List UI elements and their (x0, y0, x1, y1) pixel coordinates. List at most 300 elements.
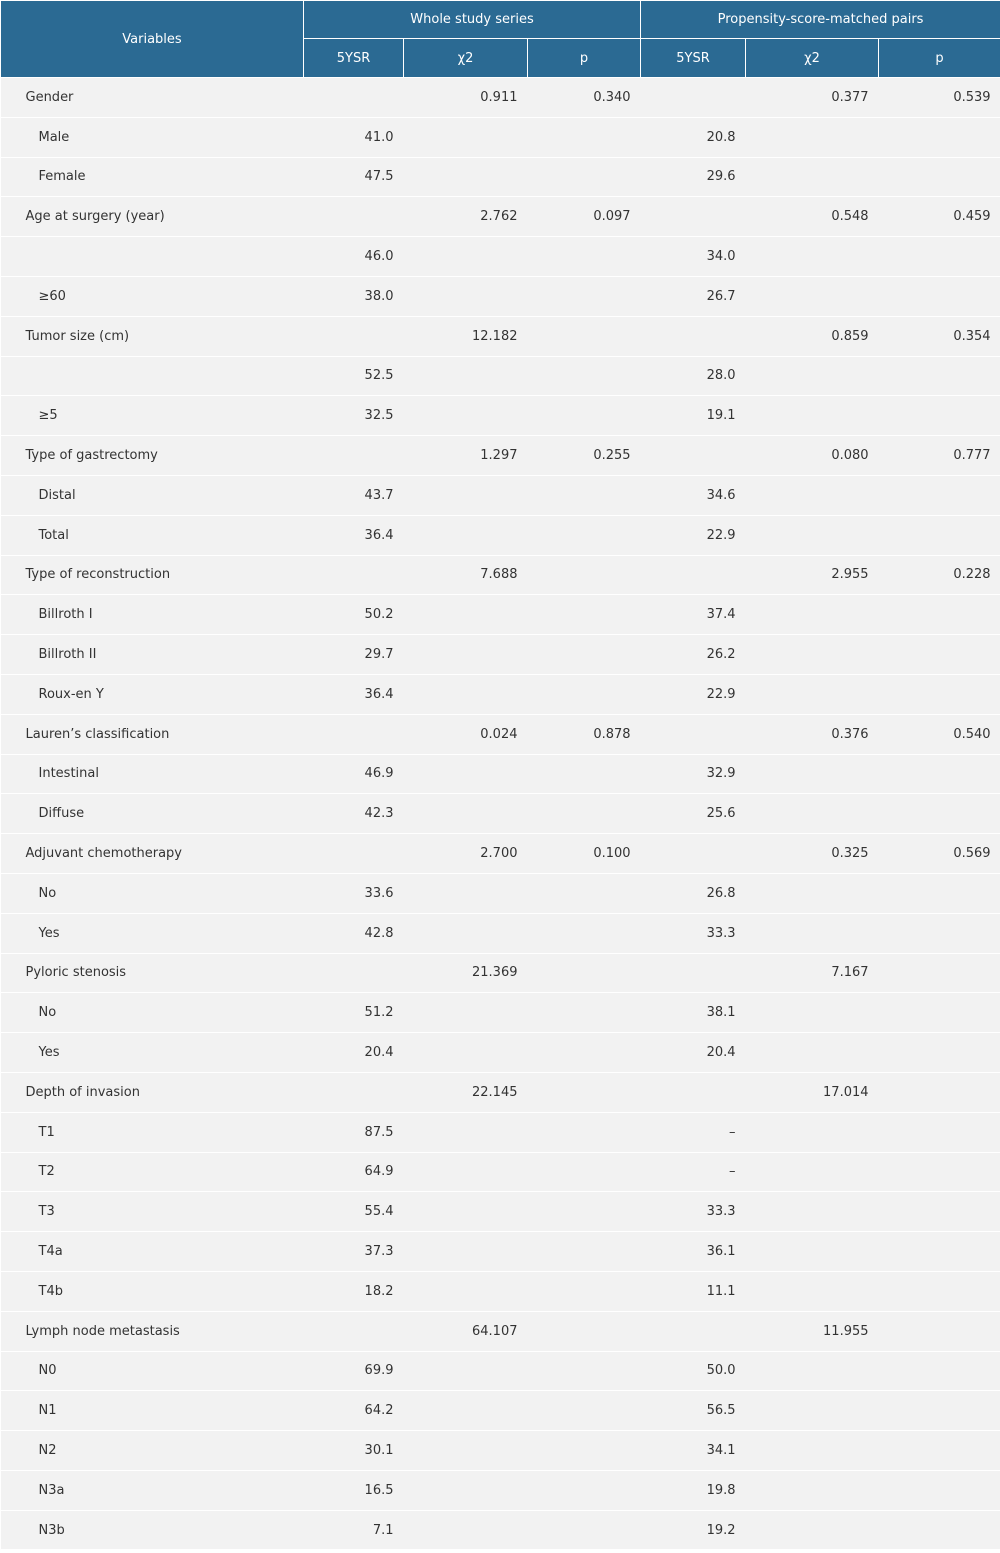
matched-5ysr-cell: 36.1 (641, 1232, 746, 1272)
whole-p-cell (528, 237, 641, 277)
table-row (1, 873, 1000, 913)
whole-chi2-cell (404, 1152, 528, 1192)
matched-p-cell: 0.539 (879, 78, 1000, 118)
whole-chi2-cell (404, 635, 528, 675)
matched-chi2-cell (746, 1112, 879, 1152)
matched-p-cell (879, 396, 1000, 436)
whole-chi2-cell (404, 873, 528, 913)
matched-5ysr-cell (641, 953, 746, 993)
matched-chi2-cell (746, 396, 879, 436)
whole-5ysr-cell: 30.1 (304, 1431, 404, 1471)
whole-p-cell (528, 1311, 641, 1351)
whole-chi2-cell (404, 1391, 528, 1431)
matched-chi2-cell: 0.376 (746, 714, 879, 754)
matched-p-cell (879, 873, 1000, 913)
matched-5ysr-cell: 34.6 (641, 475, 746, 515)
variable-cell: Billroth II (1, 635, 304, 675)
table-row (1, 276, 1000, 316)
matched-chi2-cell (746, 674, 879, 714)
whole-chi2-cell (404, 794, 528, 834)
matched-5ysr-cell (641, 78, 746, 118)
whole-5ysr-cell (304, 555, 404, 595)
whole-chi2-cell: 0.024 (404, 714, 528, 754)
variable-cell: N3b (1, 1510, 304, 1550)
whole-5ysr-cell: 29.7 (304, 635, 404, 675)
matched-p-cell (879, 1192, 1000, 1232)
whole-chi2-cell: 21.369 (404, 953, 528, 993)
matched-p-cell (879, 754, 1000, 794)
whole-5ysr-cell: 33.6 (304, 873, 404, 913)
variable-cell: Diffuse (1, 794, 304, 834)
matched-5ysr-cell: 34.0 (641, 237, 746, 277)
header-whole-5ysr: 5YSR (304, 39, 404, 78)
matched-chi2-cell (746, 794, 879, 834)
matched-p-cell: 0.777 (879, 436, 1000, 476)
whole-5ysr-cell: 36.4 (304, 674, 404, 714)
whole-5ysr-cell (304, 953, 404, 993)
matched-5ysr-cell: 20.8 (641, 117, 746, 157)
whole-chi2-cell (404, 276, 528, 316)
variable-cell: Yes (1, 1033, 304, 1073)
whole-chi2-cell (404, 1232, 528, 1272)
whole-chi2-cell (404, 1510, 528, 1550)
matched-chi2-cell (746, 276, 879, 316)
whole-5ysr-cell: 51.2 (304, 993, 404, 1033)
whole-5ysr-cell: 43.7 (304, 475, 404, 515)
variable-cell: Type of gastrectomy (1, 436, 304, 476)
matched-5ysr-cell: 29.6 (641, 157, 746, 197)
matched-chi2-cell: 7.167 (746, 953, 879, 993)
whole-p-cell (528, 1351, 641, 1391)
whole-5ysr-cell: 38.0 (304, 276, 404, 316)
whole-p-cell: 0.878 (528, 714, 641, 754)
whole-5ysr-cell: 36.4 (304, 515, 404, 555)
table-group-row (1, 714, 1000, 754)
whole-p-cell: 0.255 (528, 436, 641, 476)
whole-chi2-cell: 2.700 (404, 834, 528, 874)
whole-5ysr-cell (304, 316, 404, 356)
table-row (1, 1470, 1000, 1510)
whole-p-cell (528, 515, 641, 555)
matched-chi2-cell (746, 1510, 879, 1550)
matched-5ysr-cell: 25.6 (641, 794, 746, 834)
whole-5ysr-cell (304, 714, 404, 754)
table-row (1, 1391, 1000, 1431)
matched-chi2-cell (746, 356, 879, 396)
whole-chi2-cell (404, 356, 528, 396)
table-row (1, 754, 1000, 794)
matched-5ysr-cell: – (641, 1152, 746, 1192)
whole-chi2-cell (404, 157, 528, 197)
matched-5ysr-cell: 19.8 (641, 1470, 746, 1510)
whole-5ysr-cell: 32.5 (304, 396, 404, 436)
whole-5ysr-cell (304, 1072, 404, 1112)
table-row (1, 396, 1000, 436)
variable-cell: Gender (1, 78, 304, 118)
matched-p-cell (879, 1112, 1000, 1152)
variable-cell: N3a (1, 1470, 304, 1510)
matched-5ysr-cell (641, 316, 746, 356)
whole-5ysr-cell: 7.1 (304, 1510, 404, 1550)
table-row (1, 117, 1000, 157)
matched-5ysr-cell (641, 197, 746, 237)
variable-cell: Female (1, 157, 304, 197)
matched-p-cell (879, 475, 1000, 515)
whole-5ysr-cell (304, 834, 404, 874)
table-row (1, 475, 1000, 515)
matched-p-cell (879, 595, 1000, 635)
table-row (1, 1351, 1000, 1391)
whole-chi2-cell (404, 117, 528, 157)
whole-5ysr-cell: 16.5 (304, 1470, 404, 1510)
whole-5ysr-cell: 41.0 (304, 117, 404, 157)
whole-chi2-cell: 0.911 (404, 78, 528, 118)
header-matched-5ysr: 5YSR (641, 39, 746, 78)
table-row (1, 356, 1000, 396)
matched-p-cell (879, 1431, 1000, 1471)
variable-cell: Yes (1, 913, 304, 953)
matched-5ysr-cell: 26.7 (641, 276, 746, 316)
variable-cell: Lauren’s classification (1, 714, 304, 754)
variable-cell: T4b (1, 1271, 304, 1311)
matched-chi2-cell (746, 1033, 879, 1073)
whole-p-cell (528, 1510, 641, 1550)
table-group-row (1, 197, 1000, 237)
whole-chi2-cell (404, 674, 528, 714)
matched-chi2-cell (746, 1391, 879, 1431)
variable-cell: Intestinal (1, 754, 304, 794)
whole-chi2-cell (404, 1351, 528, 1391)
whole-chi2-cell (404, 1431, 528, 1471)
whole-chi2-cell: 1.297 (404, 436, 528, 476)
matched-5ysr-cell: 20.4 (641, 1033, 746, 1073)
matched-5ysr-cell: 33.3 (641, 913, 746, 953)
whole-5ysr-cell: 46.9 (304, 754, 404, 794)
table-header (1, 1, 1000, 78)
matched-chi2-cell: 0.080 (746, 436, 879, 476)
matched-p-cell (879, 157, 1000, 197)
matched-5ysr-cell: 28.0 (641, 356, 746, 396)
matched-p-cell (879, 1351, 1000, 1391)
matched-p-cell (879, 1311, 1000, 1351)
variable-cell: T2 (1, 1152, 304, 1192)
table-row (1, 1033, 1000, 1073)
matched-chi2-cell (746, 1192, 879, 1232)
matched-chi2-cell (746, 1431, 879, 1471)
table-row (1, 1192, 1000, 1232)
matched-chi2-cell (746, 117, 879, 157)
whole-p-cell (528, 1470, 641, 1510)
matched-p-cell (879, 1271, 1000, 1311)
whole-p-cell: 0.100 (528, 834, 641, 874)
table-row (1, 635, 1000, 675)
header-variables: Variables (1, 1, 304, 78)
whole-p-cell (528, 754, 641, 794)
table-row (1, 157, 1000, 197)
matched-5ysr-cell (641, 1311, 746, 1351)
matched-chi2-cell (746, 1152, 879, 1192)
table-group-row (1, 316, 1000, 356)
whole-p-cell (528, 595, 641, 635)
matched-5ysr-cell (641, 436, 746, 476)
variable-cell: No (1, 993, 304, 1033)
table-group-row (1, 78, 1000, 118)
matched-chi2-cell (746, 1232, 879, 1272)
table-row (1, 913, 1000, 953)
whole-p-cell (528, 953, 641, 993)
whole-5ysr-cell: 37.3 (304, 1232, 404, 1272)
variable-cell: Adjuvant chemotherapy (1, 834, 304, 874)
whole-p-cell (528, 635, 641, 675)
matched-5ysr-cell (641, 714, 746, 754)
whole-5ysr-cell: 18.2 (304, 1271, 404, 1311)
whole-5ysr-cell: 64.9 (304, 1152, 404, 1192)
whole-5ysr-cell: 50.2 (304, 595, 404, 635)
whole-chi2-cell (404, 1112, 528, 1152)
table-group-row (1, 953, 1000, 993)
matched-p-cell: 0.540 (879, 714, 1000, 754)
variable-cell: Pyloric stenosis (1, 953, 304, 993)
matched-p-cell (879, 1470, 1000, 1510)
matched-p-cell (879, 276, 1000, 316)
whole-p-cell (528, 396, 641, 436)
table-row (1, 1112, 1000, 1152)
whole-5ysr-cell: 52.5 (304, 356, 404, 396)
matched-5ysr-cell (641, 555, 746, 595)
matched-p-cell (879, 674, 1000, 714)
header-matched-p: p (879, 39, 1000, 78)
variable-cell (1, 356, 304, 396)
whole-chi2-cell (404, 1033, 528, 1073)
matched-chi2-cell (746, 1470, 879, 1510)
table-group-row (1, 1072, 1000, 1112)
whole-chi2-cell (404, 595, 528, 635)
matched-5ysr-cell: 26.8 (641, 873, 746, 913)
variable-cell: Total (1, 515, 304, 555)
whole-p-cell (528, 674, 641, 714)
matched-5ysr-cell: 22.9 (641, 674, 746, 714)
whole-chi2-cell (404, 1271, 528, 1311)
whole-5ysr-cell (304, 197, 404, 237)
variable-cell: T3 (1, 1192, 304, 1232)
whole-p-cell (528, 117, 641, 157)
matched-5ysr-cell: 33.3 (641, 1192, 746, 1232)
matched-5ysr-cell: 19.2 (641, 1510, 746, 1550)
matched-5ysr-cell: 50.0 (641, 1351, 746, 1391)
matched-p-cell (879, 356, 1000, 396)
matched-chi2-cell (746, 873, 879, 913)
whole-chi2-cell: 12.182 (404, 316, 528, 356)
matched-p-cell: 0.459 (879, 197, 1000, 237)
matched-p-cell: 0.228 (879, 555, 1000, 595)
matched-p-cell (879, 1152, 1000, 1192)
matched-p-cell (879, 1033, 1000, 1073)
header-whole-p: p (528, 39, 641, 78)
matched-chi2-cell: 11.955 (746, 1311, 879, 1351)
variable-cell: Age at surgery (year) (1, 197, 304, 237)
header-matched-pairs: Propensity-score-matched pairs (641, 1, 1000, 39)
variable-cell: ≥60 (1, 276, 304, 316)
table-row (1, 993, 1000, 1033)
matched-chi2-cell: 0.548 (746, 197, 879, 237)
whole-5ysr-cell (304, 1311, 404, 1351)
table-row (1, 674, 1000, 714)
whole-p-cell: 0.097 (528, 197, 641, 237)
matched-chi2-cell: 17.014 (746, 1072, 879, 1112)
whole-chi2-cell: 64.107 (404, 1311, 528, 1351)
table-row (1, 794, 1000, 834)
whole-5ysr-cell: 55.4 (304, 1192, 404, 1232)
whole-5ysr-cell: 47.5 (304, 157, 404, 197)
whole-5ysr-cell (304, 78, 404, 118)
matched-5ysr-cell: 22.9 (641, 515, 746, 555)
whole-p-cell (528, 1192, 641, 1232)
matched-chi2-cell: 0.859 (746, 316, 879, 356)
matched-5ysr-cell (641, 834, 746, 874)
matched-5ysr-cell: 34.1 (641, 1431, 746, 1471)
table-group-row (1, 555, 1000, 595)
matched-p-cell: 0.569 (879, 834, 1000, 874)
whole-5ysr-cell: 64.2 (304, 1391, 404, 1431)
variable-cell: N1 (1, 1391, 304, 1431)
whole-chi2-cell (404, 396, 528, 436)
table-group-row (1, 834, 1000, 874)
whole-chi2-cell (404, 993, 528, 1033)
matched-chi2-cell: 0.377 (746, 78, 879, 118)
whole-chi2-cell (404, 475, 528, 515)
whole-chi2-cell (404, 754, 528, 794)
whole-p-cell (528, 157, 641, 197)
whole-5ysr-cell: 87.5 (304, 1112, 404, 1152)
matched-p-cell (879, 953, 1000, 993)
variable-cell: Tumor size (cm) (1, 316, 304, 356)
variable-cell: Lymph node metastasis (1, 1311, 304, 1351)
matched-p-cell (879, 1391, 1000, 1431)
matched-p-cell (879, 515, 1000, 555)
matched-chi2-cell (746, 754, 879, 794)
table-row (1, 1232, 1000, 1272)
whole-5ysr-cell: 69.9 (304, 1351, 404, 1391)
matched-p-cell (879, 1072, 1000, 1112)
matched-chi2-cell: 2.955 (746, 555, 879, 595)
whole-p-cell (528, 794, 641, 834)
variable-cell: Distal (1, 475, 304, 515)
matched-chi2-cell (746, 515, 879, 555)
whole-p-cell (528, 1431, 641, 1471)
whole-chi2-cell: 7.688 (404, 555, 528, 595)
matched-chi2-cell (746, 1271, 879, 1311)
whole-5ysr-cell: 42.8 (304, 913, 404, 953)
matched-5ysr-cell: 26.2 (641, 635, 746, 675)
variable-cell: N2 (1, 1431, 304, 1471)
matched-chi2-cell (746, 1351, 879, 1391)
whole-chi2-cell (404, 913, 528, 953)
whole-5ysr-cell: 42.3 (304, 794, 404, 834)
table-row (1, 1152, 1000, 1192)
variable-cell: Male (1, 117, 304, 157)
table-group-row (1, 436, 1000, 476)
matched-p-cell: 0.354 (879, 316, 1000, 356)
table-row (1, 1431, 1000, 1471)
matched-p-cell (879, 1232, 1000, 1272)
matched-chi2-cell (746, 157, 879, 197)
header-whole-chi2: χ2 (404, 39, 528, 78)
whole-p-cell (528, 1033, 641, 1073)
whole-chi2-cell (404, 1470, 528, 1510)
whole-p-cell (528, 1391, 641, 1431)
whole-5ysr-cell (304, 436, 404, 476)
matched-p-cell (879, 635, 1000, 675)
table-row (1, 1271, 1000, 1311)
variable-cell: Type of reconstruction (1, 555, 304, 595)
matched-5ysr-cell (641, 1072, 746, 1112)
matched-5ysr-cell: 11.1 (641, 1271, 746, 1311)
whole-5ysr-cell: 46.0 (304, 237, 404, 277)
variable-cell: ≥5 (1, 396, 304, 436)
matched-chi2-cell (746, 475, 879, 515)
matched-chi2-cell (746, 635, 879, 675)
whole-chi2-cell (404, 515, 528, 555)
whole-p-cell (528, 873, 641, 913)
whole-p-cell (528, 1232, 641, 1272)
header-matched-chi2: χ2 (746, 39, 879, 78)
variable-cell: T4a (1, 1232, 304, 1272)
variable-cell: Depth of invasion (1, 1072, 304, 1112)
whole-5ysr-cell: 20.4 (304, 1033, 404, 1073)
table-row (1, 515, 1000, 555)
matched-p-cell (879, 117, 1000, 157)
whole-p-cell (528, 276, 641, 316)
matched-5ysr-cell: 32.9 (641, 754, 746, 794)
whole-chi2-cell (404, 1192, 528, 1232)
matched-chi2-cell (746, 237, 879, 277)
matched-chi2-cell (746, 595, 879, 635)
matched-5ysr-cell: 56.5 (641, 1391, 746, 1431)
whole-p-cell (528, 475, 641, 515)
matched-5ysr-cell: 37.4 (641, 595, 746, 635)
table-row (1, 595, 1000, 635)
whole-chi2-cell: 22.145 (404, 1072, 528, 1112)
variable-cell: T1 (1, 1112, 304, 1152)
variable-cell: Roux-en Y (1, 674, 304, 714)
header-whole-study-series: Whole study series (304, 1, 641, 39)
whole-p-cell (528, 993, 641, 1033)
table-body (1, 78, 1000, 1550)
whole-p-cell (528, 356, 641, 396)
matched-p-cell (879, 993, 1000, 1033)
variable-cell: Billroth I (1, 595, 304, 635)
matched-p-cell (879, 1510, 1000, 1550)
matched-p-cell (879, 913, 1000, 953)
table-group-row (1, 1311, 1000, 1351)
whole-chi2-cell (404, 237, 528, 277)
whole-p-cell (528, 316, 641, 356)
matched-5ysr-cell: 38.1 (641, 993, 746, 1033)
matched-p-cell (879, 237, 1000, 277)
whole-p-cell (528, 1271, 641, 1311)
variable-cell (1, 237, 304, 277)
matched-chi2-cell (746, 913, 879, 953)
variable-cell: No (1, 873, 304, 913)
table-row (1, 1510, 1000, 1550)
whole-p-cell (528, 1112, 641, 1152)
variable-cell: N0 (1, 1351, 304, 1391)
matched-chi2-cell: 0.325 (746, 834, 879, 874)
whole-p-cell (528, 1072, 641, 1112)
table-row (1, 237, 1000, 277)
whole-chi2-cell: 2.762 (404, 197, 528, 237)
matched-chi2-cell (746, 993, 879, 1033)
